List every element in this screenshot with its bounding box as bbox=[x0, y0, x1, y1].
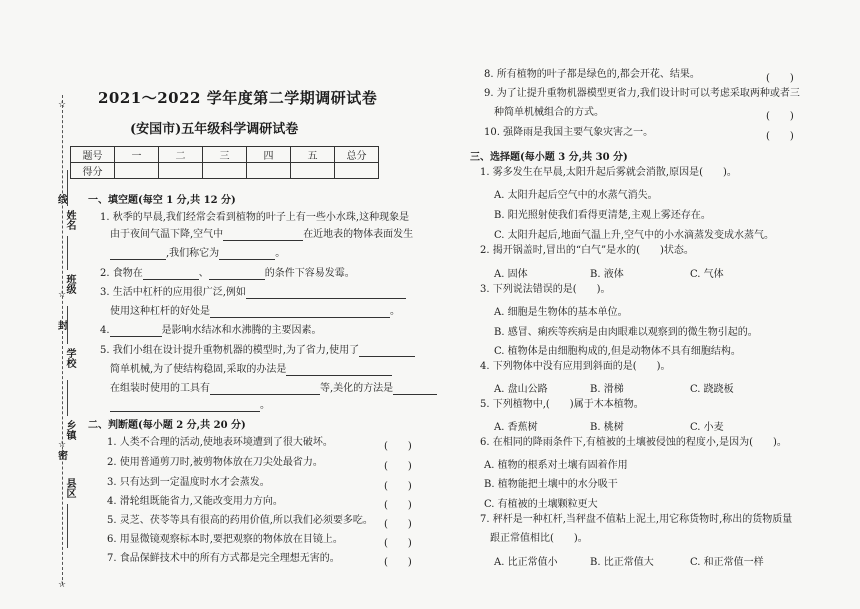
judge-answer-3[interactable]: ( ) bbox=[384, 481, 412, 492]
section2-heading: 二、判断题(每小题 2 分,共 20 分) bbox=[88, 420, 246, 431]
fill-q5-blank-4[interactable] bbox=[393, 384, 437, 395]
choice-q6-option-a[interactable]: A. 植物的根系对土壤有固着作用 bbox=[484, 460, 628, 471]
judge-item-9-cont: 种简单机械组合的方式。 bbox=[494, 107, 604, 118]
fill-q1-line3 bbox=[110, 248, 285, 260]
fill-q4-text: 4. bbox=[100, 325, 110, 336]
choice-q3-stem: 3. 下列说法错误的是( )。 bbox=[480, 284, 611, 295]
star-mark: ☆ bbox=[58, 100, 67, 110]
score-header-cell: 五 bbox=[291, 147, 335, 163]
judge-answer-8[interactable]: ( ) bbox=[766, 73, 794, 84]
choice-q6-option-c[interactable]: C. 有植被的土壤颗粒更大 bbox=[484, 499, 598, 510]
score-header-cell: 二 bbox=[159, 147, 203, 163]
fill-q5-text: 等,美化的方法是 bbox=[320, 383, 394, 394]
choice-q2-option-a[interactable]: A. 固体 bbox=[494, 269, 528, 280]
binding-line bbox=[62, 95, 63, 585]
judge-item-10: 10. 强降雨是我国主要气象灾害之一。 bbox=[484, 127, 654, 138]
section1-heading: 一、填空题(每空 1 分,共 12 分) bbox=[88, 195, 236, 206]
choice-q3-option-c[interactable]: C. 植物体是由细胞构成的,但是动物体不具有细胞结构。 bbox=[494, 346, 741, 357]
judge-item-7: 7. 食品保鲜技术中的所有方式都是完全理想无害的。 bbox=[107, 553, 340, 564]
judge-item-3: 3. 只有达到一定温度时水才会蒸发。 bbox=[107, 477, 270, 488]
fill-q3-blank-1[interactable] bbox=[246, 288, 406, 299]
judge-item-5: 5. 灵芝、茯苓等具有很高的药用价值,所以我们必须要多吃。 bbox=[107, 515, 373, 526]
label-name: 姓名 bbox=[64, 210, 75, 230]
judge-answer-9[interactable]: ( ) bbox=[766, 111, 794, 122]
judge-item-1: 1. 人类不合理的活动,使地表环境遭到了很大破坏。 bbox=[107, 437, 333, 448]
judge-item-2: 2. 使用普通剪刀时,被剪物体放在刀尖处最省力。 bbox=[107, 457, 323, 468]
choice-q1-option-b[interactable]: B. 阳光照射使我们看得更清楚,主观上雾还存在。 bbox=[494, 210, 711, 221]
fill-q3-text: 。 bbox=[390, 306, 400, 317]
fill-q1-text: 。 bbox=[275, 248, 286, 259]
seal-char-mi: 密 bbox=[58, 451, 68, 462]
judge-answer-10[interactable]: ( ) bbox=[766, 131, 794, 142]
score-table-header-row bbox=[71, 147, 379, 163]
seal-char-feng: 封 bbox=[58, 321, 68, 332]
town-line[interactable] bbox=[67, 380, 68, 416]
star-mark: ☆ bbox=[58, 290, 67, 300]
fill-q3-text: 3. 生活中杠杆的应用很广泛,例如 bbox=[100, 287, 246, 298]
score-header-cell: 题号 bbox=[71, 147, 115, 163]
choice-q7-option-c[interactable]: C. 和正常值一样 bbox=[690, 557, 764, 568]
fill-q2-text: 2. 食物在 bbox=[100, 268, 143, 279]
fill-q2-text: 、 bbox=[198, 268, 209, 279]
score-cell[interactable] bbox=[291, 163, 335, 179]
score-header-cell: 四 bbox=[247, 147, 291, 163]
fill-q2-text: 的条件下容易发霉。 bbox=[264, 268, 355, 279]
fill-q5-text: 在组装时使用的工具有 bbox=[110, 383, 210, 394]
fill-q2 bbox=[100, 268, 355, 280]
score-cell[interactable] bbox=[335, 163, 379, 179]
star-mark: ☆ bbox=[58, 580, 67, 590]
choice-q1-option-c[interactable]: C. 太阳升起后,地面气温上升,空气中的小水滴蒸发变成水蒸气。 bbox=[494, 230, 775, 241]
score-table-score-row bbox=[71, 163, 379, 179]
judge-item-6: 6. 用显微镜观察标本时,要把观察的物体放在目镜上。 bbox=[107, 534, 343, 545]
class-line[interactable] bbox=[67, 236, 68, 270]
label-class: 班级 bbox=[64, 274, 75, 294]
fill-q5-blank-5[interactable] bbox=[110, 401, 260, 412]
judge-item-4: 4. 滑轮组既能省力,又能改变用力方向。 bbox=[107, 496, 283, 507]
fill-q5-blank-2[interactable] bbox=[286, 365, 392, 376]
score-cell[interactable] bbox=[247, 163, 291, 179]
score-cell[interactable] bbox=[115, 163, 159, 179]
choice-q4-option-a[interactable]: A. 盘山公路 bbox=[494, 384, 548, 395]
fill-q3-line1 bbox=[100, 287, 406, 299]
fill-q1-text: 在近地表的物体表面发生 bbox=[303, 229, 414, 240]
judge-item-9: 9. 为了让提升重物机器模型更省力,我们设计时可以考虑采取两种或者三 bbox=[484, 88, 800, 99]
fill-q2-blank-2[interactable] bbox=[209, 269, 265, 280]
choice-q7-stem: 7. 秤杆是一种杠杆,当秤盘不值粘上泥土,用它称货物时,称出的货物质量 bbox=[480, 514, 793, 525]
school-line[interactable] bbox=[67, 306, 68, 344]
choice-q2-stem: 2. 揭开锅盖时,冒出的“白气”是水的( )状态。 bbox=[480, 245, 694, 256]
choice-q1-stem: 1. 雾多发生在早晨,太阳升起后雾就会消散,原因是( )。 bbox=[480, 167, 737, 178]
judge-item-8: 8. 所有植物的叶子都是绿色的,都会开花、结果。 bbox=[484, 69, 700, 80]
judge-answer-2[interactable]: ( ) bbox=[384, 461, 412, 472]
choice-q5-option-b[interactable]: B. 桃树 bbox=[590, 422, 624, 433]
score-header-cell: 一 bbox=[115, 147, 159, 163]
score-cell[interactable] bbox=[203, 163, 247, 179]
judge-answer-7[interactable]: ( ) bbox=[384, 557, 412, 568]
label-town: 乡镇 bbox=[64, 420, 75, 440]
judge-answer-1[interactable]: ( ) bbox=[384, 441, 412, 452]
choice-q7-stem-cont: 跟正常值相比( )。 bbox=[490, 533, 588, 544]
fill-q2-blank-1[interactable] bbox=[143, 269, 199, 280]
fill-q1-blank-3[interactable] bbox=[219, 249, 275, 260]
fill-q1-line1: 1. 秋季的早晨,我们经常会看到植物的叶子上有一些小水珠,这种现象是 bbox=[100, 212, 410, 223]
choice-q4-option-c[interactable]: C. 跷跷板 bbox=[690, 384, 734, 395]
fill-q1-text: 由于夜间气温下降,空气中 bbox=[110, 229, 224, 240]
judge-answer-5[interactable]: ( ) bbox=[384, 519, 412, 530]
fill-q3-blank-2[interactable] bbox=[210, 307, 390, 318]
fill-q5-line2 bbox=[110, 364, 392, 376]
score-row-label: 得分 bbox=[71, 163, 115, 179]
fill-q1-blank-2[interactable] bbox=[110, 249, 166, 260]
score-header-cell: 三 bbox=[203, 147, 247, 163]
exam-title: 2021～2022 学年度第二学期调研试卷 bbox=[98, 89, 378, 107]
fill-q3-text: 使用这种杠杆的好处是 bbox=[110, 306, 210, 317]
choice-q5-option-a[interactable]: A. 香蕉树 bbox=[494, 422, 538, 433]
seal-char-xian: 线 bbox=[58, 195, 68, 206]
label-school: 学校 bbox=[64, 348, 75, 368]
fill-q1-text: ,我们称它为 bbox=[166, 248, 220, 259]
name-line[interactable] bbox=[67, 170, 68, 206]
fill-q1-line2 bbox=[110, 229, 413, 241]
choice-q6-stem: 6. 在相同的降雨条件下,有植被的土壤被侵蚀的程度小,是因为( )。 bbox=[480, 437, 787, 448]
choice-q4-option-b[interactable]: B. 滑梯 bbox=[590, 384, 624, 395]
section3-heading: 三、选择题(每小题 3 分,共 30 分) bbox=[470, 152, 628, 163]
choice-q3-option-a[interactable]: A. 细胞是生物体的基本单位。 bbox=[494, 307, 628, 318]
choice-q2-option-c[interactable]: C. 气体 bbox=[690, 269, 724, 280]
fill-q5-blank-3[interactable] bbox=[210, 384, 320, 395]
choice-q4-stem: 4. 下列物体中没有应用到斜面的是( )。 bbox=[480, 361, 671, 372]
fill-q1-blank-1[interactable] bbox=[223, 230, 303, 241]
fill-q3-line2 bbox=[110, 306, 400, 318]
fill-q5-line4 bbox=[110, 400, 270, 412]
fill-q4 bbox=[100, 325, 322, 337]
county-line[interactable] bbox=[67, 504, 68, 548]
fill-q5-text: 。 bbox=[260, 400, 270, 411]
label-county: 县区 bbox=[64, 478, 75, 498]
score-table bbox=[70, 146, 379, 179]
choice-q5-stem: 5. 下列植物中,( )属于木本植物。 bbox=[480, 399, 644, 410]
score-header-cell: 总分 bbox=[335, 147, 379, 163]
star-mark: ☆ bbox=[58, 440, 67, 450]
fill-q5-text: 简单机械,为了使结构稳固,采取的办法是 bbox=[110, 364, 287, 375]
fill-q5-text: 5. 我们小组在设计提升重物机器的模型时,为了省力,使用了 bbox=[100, 345, 360, 356]
choice-q7-option-b[interactable]: B. 比正常值大 bbox=[590, 557, 654, 568]
choice-q7-option-a[interactable]: A. 比正常值小 bbox=[494, 557, 558, 568]
fill-q4-text: 是影响水结冰和水沸腾的主要因素。 bbox=[161, 325, 322, 336]
fill-q5-blank-1[interactable] bbox=[359, 346, 415, 357]
choice-q6-option-b[interactable]: B. 植物能把土壤中的水分吸干 bbox=[484, 479, 618, 490]
score-cell[interactable] bbox=[159, 163, 203, 179]
judge-answer-4[interactable]: ( ) bbox=[384, 500, 412, 511]
fill-q4-blank[interactable] bbox=[110, 326, 162, 337]
exam-subtitle: (安国市)五年级科学调研试卷 bbox=[130, 122, 299, 137]
choice-q3-option-b[interactable]: B. 感冒、痢疾等疾病是由肉眼难以观察到的微生物引起的。 bbox=[494, 327, 758, 338]
choice-q5-option-c[interactable]: C. 小麦 bbox=[690, 422, 724, 433]
judge-answer-6[interactable]: ( ) bbox=[384, 538, 412, 549]
fill-q5-line3 bbox=[110, 383, 437, 395]
choice-q1-option-a[interactable]: A. 太阳升起后空气中的水蒸气消失。 bbox=[494, 190, 658, 201]
choice-q2-option-b[interactable]: B. 液体 bbox=[590, 269, 624, 280]
fill-q5-line1 bbox=[100, 345, 415, 357]
